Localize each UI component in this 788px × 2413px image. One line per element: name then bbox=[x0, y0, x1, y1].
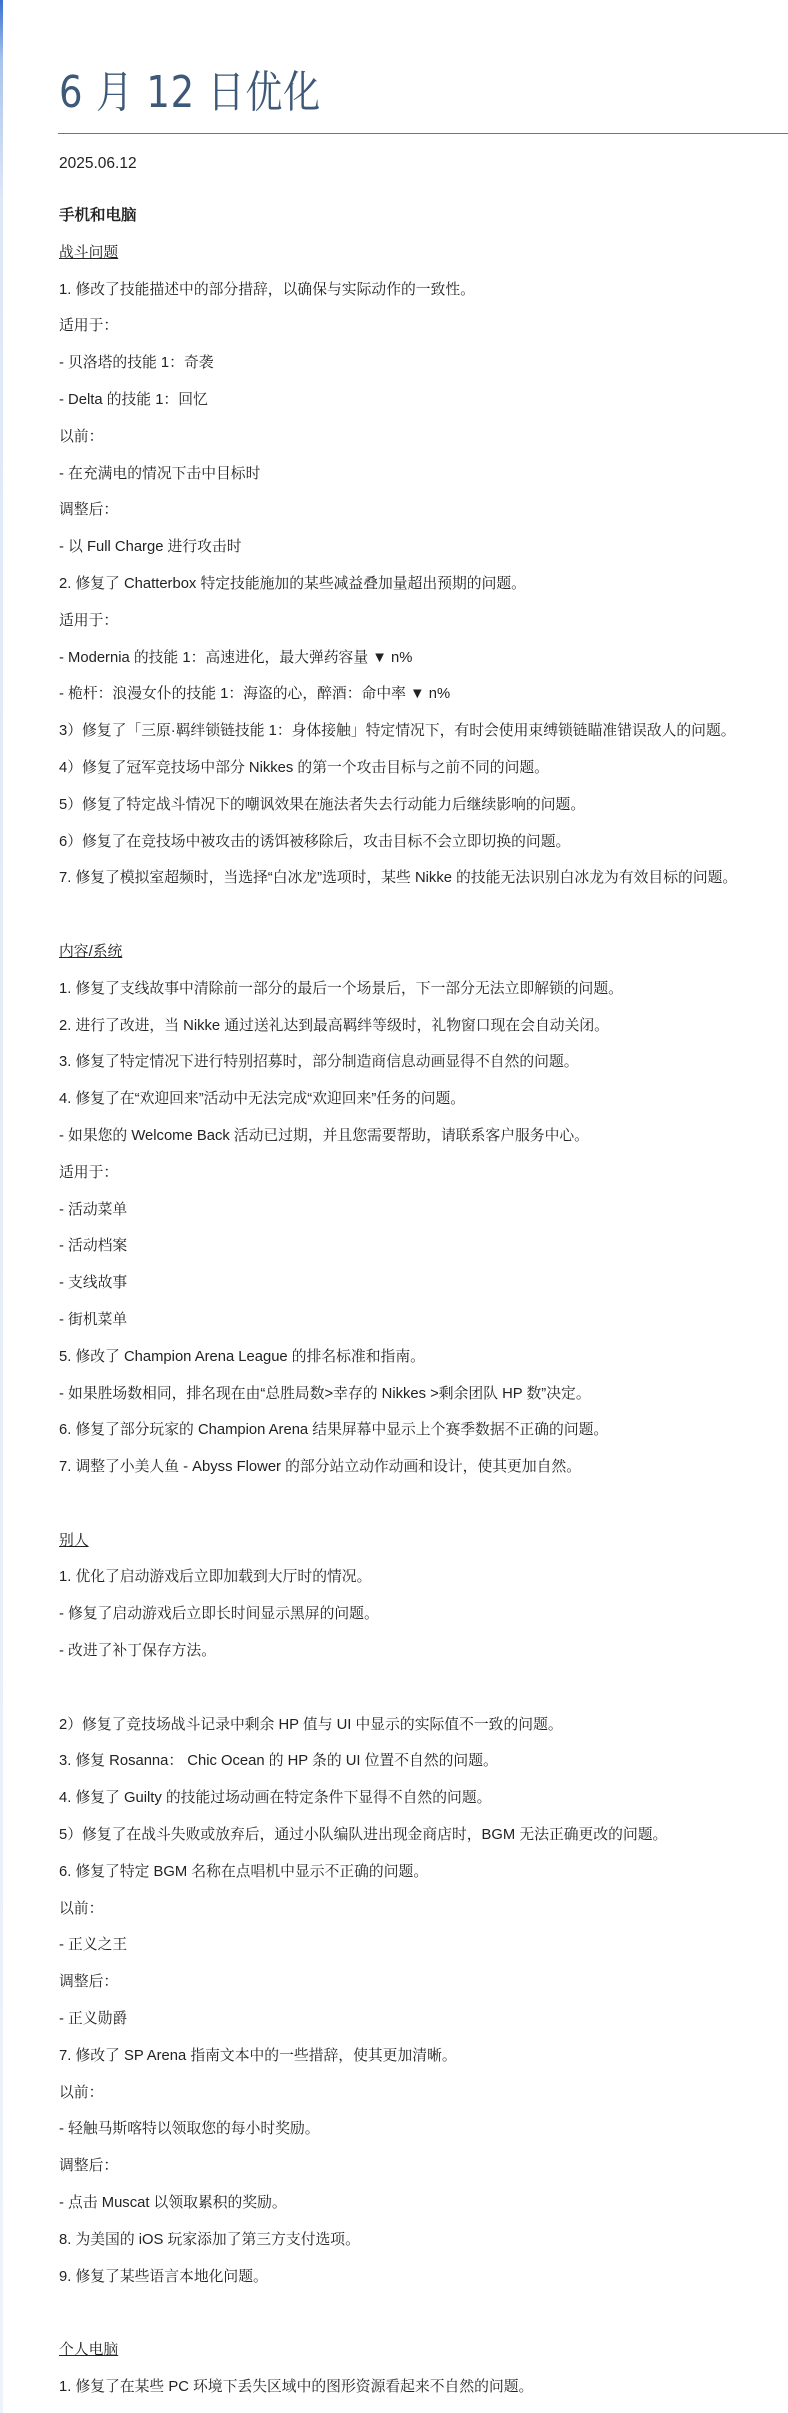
paragraph-line: 1. 修复了在某些 PC 环境下丢失区域中的图形资源看起来不自然的问题。 bbox=[59, 2379, 534, 2396]
blank-line bbox=[59, 1486, 788, 1523]
paragraph-line: - 活动菜单 bbox=[59, 1201, 128, 1218]
paragraph-line: 9. 修复了某些语言本地化问题。 bbox=[59, 2268, 268, 2285]
paragraph-line: 适用于： bbox=[59, 318, 119, 335]
paragraph-line: 7. 修复了模拟室超频时，当选择“白冰龙”选项时，某些 Nikke 的技能无法识别白冰龙为有效目标的问题。 bbox=[59, 870, 738, 887]
blank-line bbox=[59, 2295, 788, 2332]
paragraph-line: 4. 修复了 Guilty 的技能过场动画在特定条件下显得不自然的问题。 bbox=[59, 1790, 492, 1807]
paragraph-line: 调整后： bbox=[59, 1974, 119, 1991]
paragraph-line: 3. 修复了特定情况下进行特别招募时，部分制造商信息动画显得不自然的问题。 bbox=[59, 1054, 579, 1071]
paragraph-line: - Delta 的技能 1：回忆 bbox=[59, 391, 208, 408]
paragraph-line: - Modernia 的技能 1：高速进化，最大弹药容量 ▼ n% bbox=[59, 649, 413, 666]
paragraph-line: - 如果您的 Welcome Back 活动已过期，并且您需要帮助，请联系客户服务中心。 bbox=[59, 1127, 589, 1144]
paragraph-line: 调整后： bbox=[59, 502, 119, 519]
paragraph-line: 4）修复了冠军竞技场中部分 Nikkes 的第一个攻击目标与之前不同的问题。 bbox=[59, 759, 549, 776]
paragraph-line: 1. 修改了技能描述中的部分措辞，以确保与实际动作的一致性。 bbox=[59, 281, 475, 298]
section-heading: 手机和电脑 bbox=[59, 207, 137, 224]
paragraph-line: - 以 Full Charge 进行攻击时 bbox=[59, 539, 242, 556]
paragraph-line: - 改进了补丁保存方法。 bbox=[59, 1643, 217, 1660]
article-body bbox=[59, 198, 788, 2406]
subsection-heading: 内容/系统 bbox=[59, 943, 123, 960]
paragraph-line: 6. 修复了特定 BGM 名称在点唱机中显示不正确的问题。 bbox=[59, 1863, 429, 1880]
left-edge-accent bbox=[0, 0, 3, 2413]
paragraph-line: 7. 调整了小美人鱼 - Abyss Flower 的部分站立动作动画和设计，使其更加自然。 bbox=[59, 1459, 582, 1476]
paragraph-line: 以前： bbox=[59, 1900, 104, 1917]
paragraph-line: - 支线故事 bbox=[59, 1275, 128, 1292]
blank-line bbox=[59, 1670, 788, 1707]
paragraph-line: - 桅杆：浪漫女仆的技能 1：海盗的心，醉酒：命中率 ▼ n% bbox=[59, 686, 451, 703]
page-title: 6 月 12 日优化 bbox=[59, 67, 322, 118]
paragraph-line: - 贝洛塔的技能 1：奇袭 bbox=[59, 355, 214, 372]
paragraph-line: 8. 为美国的 iOS 玩家添加了第三方支付选项。 bbox=[59, 2231, 360, 2248]
paragraph-line: 调整后： bbox=[59, 2158, 119, 2175]
paragraph-line: 4. 修复了在“欢迎回来”活动中无法完成“欢迎回来”任务的问题。 bbox=[59, 1091, 466, 1108]
paragraph-line: 6. 修复了部分玩家的 Champion Arena 结果屏幕中显示上个赛季数据不正确的问题。 bbox=[59, 1422, 609, 1439]
paragraph-line: 6）修复了在竞技场中被攻击的诱饵被移除后，攻击目标不会立即切换的问题。 bbox=[59, 833, 571, 850]
paragraph-line: 5）修复了在战斗失败或放弃后，通过小队编队进出现金商店时，BGM 无法正确更改的问题。 bbox=[59, 1827, 668, 1844]
paragraph-line: 1. 优化了启动游戏后立即加载到大厅时的情况。 bbox=[59, 1569, 372, 1586]
paragraph-line: 2）修复了竞技场战斗记录中剩余 HP 值与 UI 中显示的实际值不一致的问题。 bbox=[59, 1716, 563, 1733]
subsection-heading: 别人 bbox=[59, 1532, 89, 1549]
paragraph-line: - 正义之王 bbox=[59, 1937, 128, 1954]
paragraph-line: - 轻触马斯喀特以领取您的每小时奖励。 bbox=[59, 2121, 320, 2138]
paragraph-line: - 修复了启动游戏后立即长时间显示黑屏的问题。 bbox=[59, 1606, 379, 1623]
blank-line bbox=[59, 897, 788, 934]
paragraph-line: - 如果胜场数相同，排名现在由“总胜局数>幸存的 Nikkes >剩余团队 HP 数”决定。 bbox=[59, 1385, 591, 1402]
paragraph-line: 1. 修复了支线故事中清除前一部分的最后一个场景后，下一部分无法立即解锁的问题。 bbox=[59, 980, 623, 997]
paragraph-line: 7. 修改了 SP Arena 指南文本中的一些措辞，使其更加清晰。 bbox=[59, 2047, 457, 2064]
paragraph-line: 5）修复了特定战斗情况下的嘲讽效果在施法者失去行动能力后继续影响的问题。 bbox=[59, 796, 586, 813]
paragraph-line: - 在充满电的情况下击中目标时 bbox=[59, 465, 261, 482]
paragraph-line: 3. 修复 Rosanna： Chic Ocean 的 HP 条的 UI 位置不自然的问题。 bbox=[59, 1753, 498, 1770]
paragraph-line: 2. 修复了 Chatterbox 特定技能施加的某些减益叠加量超出预期的问题。 bbox=[59, 575, 526, 592]
paragraph-line: 适用于： bbox=[59, 612, 119, 629]
paragraph-line: - 街机菜单 bbox=[59, 1311, 128, 1328]
paragraph-line: 5. 修改了 Champion Arena League 的排名标准和指南。 bbox=[59, 1348, 425, 1365]
paragraph-line: 3）修复了「三原·羁绊锁链技能 1：身体接触」特定情况下，有时会使用束缚锁链瞄准错误敌人的问题。 bbox=[59, 723, 736, 740]
paragraph-line: - 正义勋爵 bbox=[59, 2011, 128, 2028]
paragraph-line: - 活动档案 bbox=[59, 1238, 128, 1255]
paragraph-line: 以前： bbox=[59, 428, 104, 445]
title-divider bbox=[58, 133, 788, 134]
paragraph-line: 适用于： bbox=[59, 1164, 119, 1181]
paragraph-line: 2. 进行了改进，当 Nikke 通过送礼达到最高羁绊等级时，礼物窗口现在会自动关闭。 bbox=[59, 1017, 609, 1034]
subsection-heading: 战斗问题 bbox=[59, 244, 119, 261]
subsection-heading: 个人电脑 bbox=[59, 2342, 119, 2359]
post-date: 2025.06.12 bbox=[59, 155, 137, 172]
paragraph-line: - 点击 Muscat 以领取累积的奖励。 bbox=[59, 2195, 287, 2212]
paragraph-line: 以前： bbox=[59, 2084, 104, 2101]
